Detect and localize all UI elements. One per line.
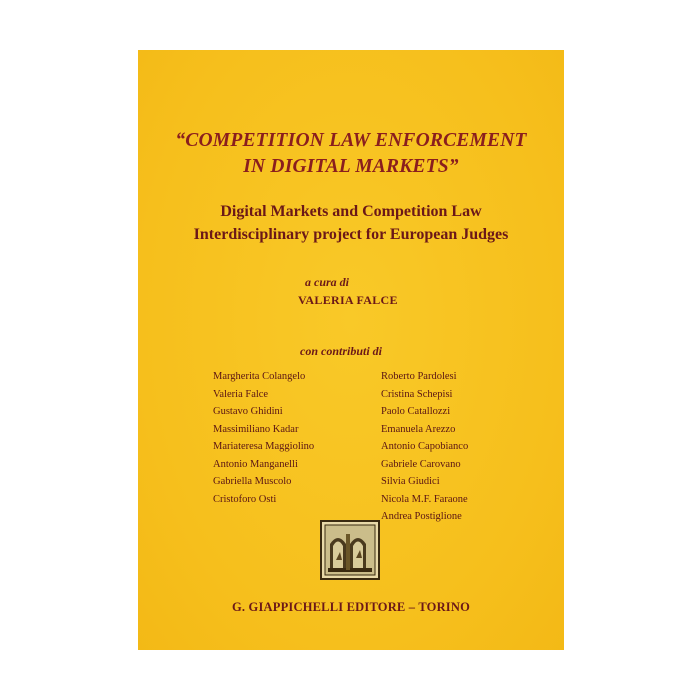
contributor-name: Gustavo Ghidini xyxy=(213,406,283,417)
contributor-name: Gabriele Carovano xyxy=(381,458,461,470)
contributor-name: Antonio Manganelli xyxy=(213,458,298,470)
contributor-name: Cristina Schepisi xyxy=(381,388,453,400)
book-title-line-1: “COMPETITION LAW ENFORCEMENT xyxy=(175,130,527,151)
book-cover xyxy=(138,50,564,650)
edited-by-label: a cura di xyxy=(305,275,350,289)
book-subtitle-line-1: Digital Markets and Competition Law xyxy=(220,203,482,220)
contributor-name: Paolo Catallozzi xyxy=(381,406,451,417)
book-subtitle-line-2: Interdisciplinary project for European Judges xyxy=(193,226,509,243)
contributor-name: Margherita Colangelo xyxy=(213,371,306,382)
contributor-name: Cristoforo Osti xyxy=(213,493,277,505)
contributor-name: Gabriella Muscolo xyxy=(213,476,292,487)
contributor-name: Nicola M.F. Faraone xyxy=(381,493,468,505)
contributor-name: Emanuela Arezzo xyxy=(381,423,456,435)
book-title-line-2: IN DIGITAL MARKETS” xyxy=(243,156,459,177)
contributor-name: Antonio Capobianco xyxy=(381,441,469,452)
editor-name: VALERIA FALCE xyxy=(298,293,398,307)
contributor-name: Roberto Pardolesi xyxy=(381,371,457,382)
contributors-right-column xyxy=(381,368,468,526)
publisher-name: G. GIAPPICHELLI EDITORE – TORINO xyxy=(231,600,471,614)
contributor-name: Andrea Postiglione xyxy=(381,511,462,522)
contributor-name: Mariateresa Maggiolino xyxy=(213,441,315,452)
contributors-left-column xyxy=(213,368,314,508)
publisher-logo-icon xyxy=(320,520,380,580)
contributor-name: Massimiliano Kadar xyxy=(213,423,299,435)
contributions-label: con contributi di xyxy=(300,344,383,358)
contributor-name: Valeria Falce xyxy=(213,388,269,400)
contributor-name: Silvia Giudici xyxy=(381,476,440,487)
